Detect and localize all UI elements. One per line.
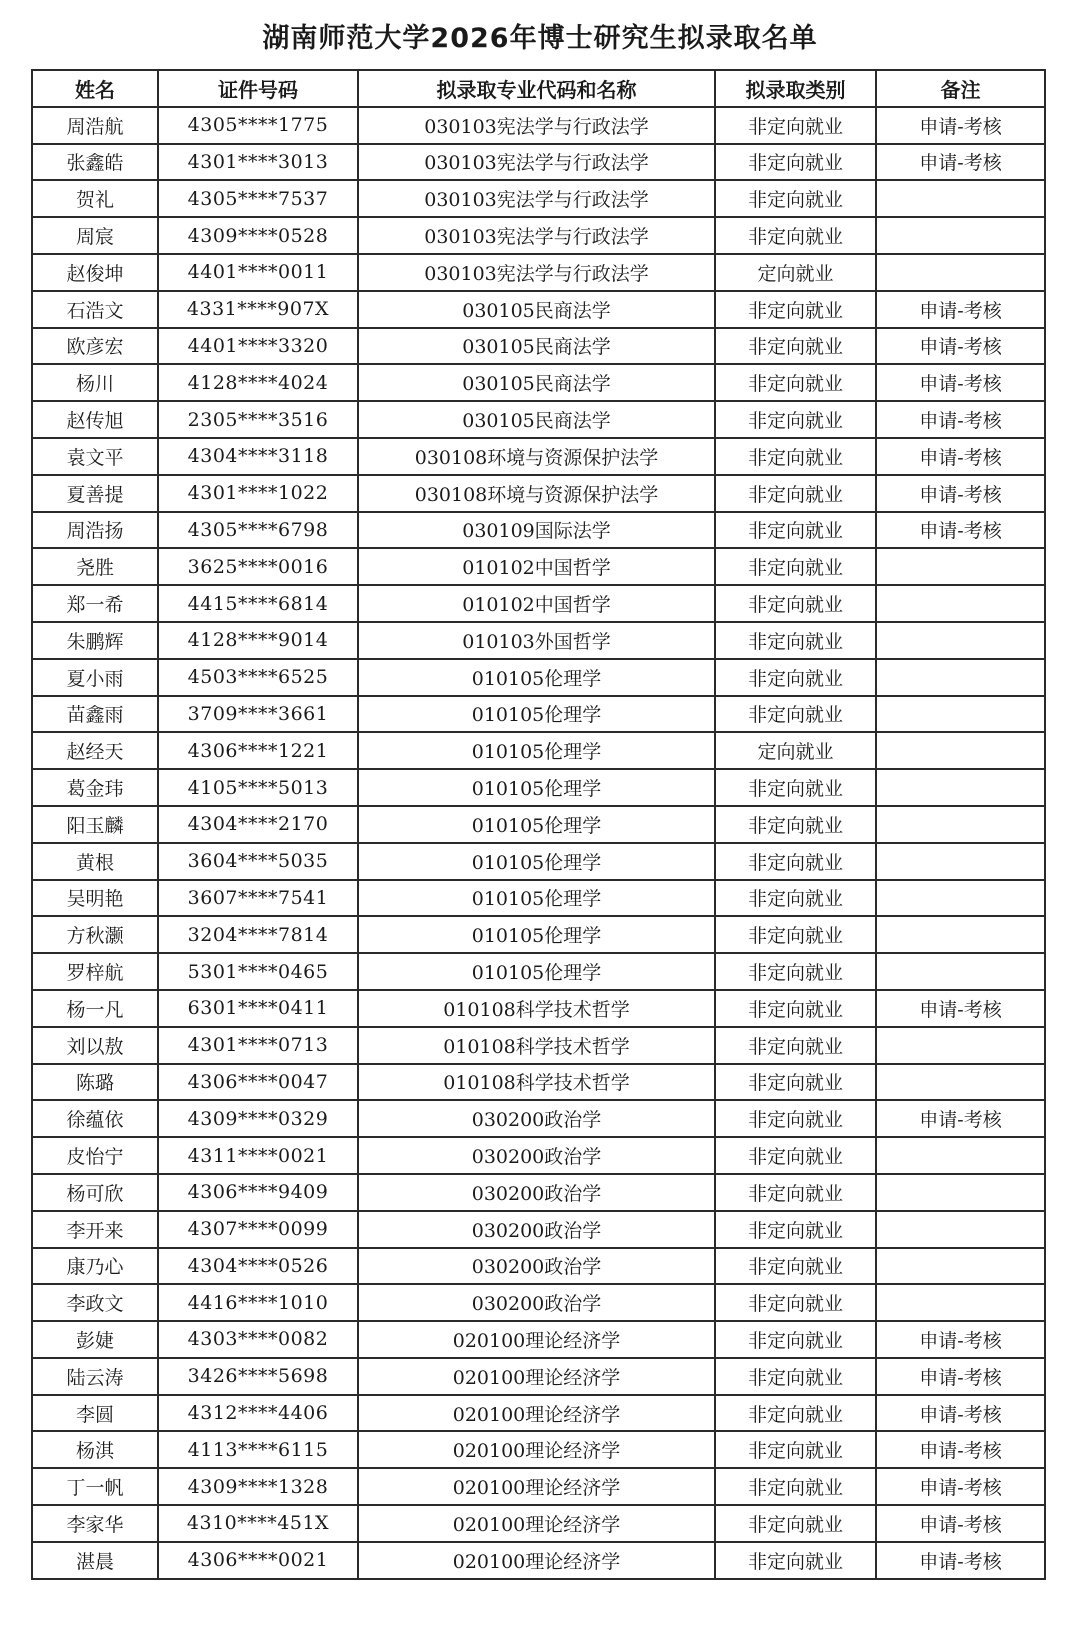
cell-admission-type: 非定向就业 (715, 916, 876, 953)
table-row (32, 291, 1045, 328)
cell-remarks (876, 1027, 1045, 1064)
cell-name: 袁文平 (32, 438, 158, 475)
cell-id-number: 4311****0021 (158, 1137, 358, 1174)
cell-id-number: 4416****1010 (158, 1284, 358, 1321)
cell-name: 周浩扬 (32, 512, 158, 549)
table-row (32, 180, 1045, 217)
cell-admission-type: 非定向就业 (715, 1542, 876, 1579)
cell-admission-type: 非定向就业 (715, 1211, 876, 1248)
cell-admission-type: 非定向就业 (715, 990, 876, 1027)
cell-major: 010105伦理学 (358, 806, 715, 843)
cell-admission-type: 定向就业 (715, 732, 876, 769)
cell-admission-type: 非定向就业 (715, 769, 876, 806)
table-row (32, 622, 1045, 659)
cell-admission-type: 定向就业 (715, 254, 876, 291)
cell-name: 苗鑫雨 (32, 696, 158, 733)
table-row (32, 696, 1045, 733)
cell-major: 010105伦理学 (358, 732, 715, 769)
cell-remarks (876, 548, 1045, 585)
cell-remarks (876, 254, 1045, 291)
cell-name: 黄根 (32, 843, 158, 880)
cell-remarks: 申请-考核 (876, 401, 1045, 438)
table-row (32, 401, 1045, 438)
cell-remarks (876, 769, 1045, 806)
cell-id-number: 4128****4024 (158, 364, 358, 401)
cell-id-number: 4306****0047 (158, 1064, 358, 1101)
header-name: 姓名 (32, 70, 158, 107)
cell-admission-type: 非定向就业 (715, 328, 876, 365)
cell-admission-type: 非定向就业 (715, 1395, 876, 1432)
table-row (32, 512, 1045, 549)
cell-remarks: 申请-考核 (876, 107, 1045, 144)
cell-name: 丁一帆 (32, 1468, 158, 1505)
cell-major: 030200政治学 (358, 1248, 715, 1285)
cell-id-number: 3625****0016 (158, 548, 358, 585)
cell-admission-type: 非定向就业 (715, 1174, 876, 1211)
cell-id-number: 3426****5698 (158, 1358, 358, 1395)
cell-major: 010102中国哲学 (358, 548, 715, 585)
cell-admission-type: 非定向就业 (715, 1431, 876, 1468)
table-row (32, 1100, 1045, 1137)
cell-remarks (876, 1064, 1045, 1101)
table-row (32, 328, 1045, 365)
cell-major: 030105民商法学 (358, 401, 715, 438)
table-row (32, 806, 1045, 843)
cell-major: 030103宪法学与行政法学 (358, 254, 715, 291)
cell-id-number: 4303****0082 (158, 1321, 358, 1358)
cell-major: 020100理论经济学 (358, 1395, 715, 1432)
cell-id-number: 4305****7537 (158, 180, 358, 217)
cell-remarks (876, 843, 1045, 880)
table-row (32, 107, 1045, 144)
table-row (32, 659, 1045, 696)
cell-name: 陆云涛 (32, 1358, 158, 1395)
cell-major: 010108科学技术哲学 (358, 1064, 715, 1101)
header-major: 拟录取专业代码和名称 (358, 70, 715, 107)
table-row (32, 144, 1045, 181)
cell-name: 赵经天 (32, 732, 158, 769)
cell-id-number: 4503****6525 (158, 659, 358, 696)
cell-remarks: 申请-考核 (876, 364, 1045, 401)
cell-id-number: 4301****0713 (158, 1027, 358, 1064)
cell-name: 夏善提 (32, 475, 158, 512)
cell-admission-type: 非定向就业 (715, 217, 876, 254)
cell-name: 徐蕴依 (32, 1100, 158, 1137)
cell-name: 张鑫皓 (32, 144, 158, 181)
cell-admission-type: 非定向就业 (715, 843, 876, 880)
table-row (32, 1468, 1045, 1505)
cell-remarks (876, 1284, 1045, 1321)
table-row (32, 1395, 1045, 1432)
cell-name: 皮怡宁 (32, 1137, 158, 1174)
cell-remarks: 申请-考核 (876, 1468, 1045, 1505)
cell-id-number: 4401****3320 (158, 328, 358, 365)
cell-admission-type: 非定向就业 (715, 622, 876, 659)
cell-major: 020100理论经济学 (358, 1505, 715, 1542)
cell-admission-type: 非定向就业 (715, 438, 876, 475)
cell-name: 贺礼 (32, 180, 158, 217)
cell-name: 李政文 (32, 1284, 158, 1321)
table-row (32, 1505, 1045, 1542)
cell-admission-type: 非定向就业 (715, 953, 876, 990)
table-row (32, 1027, 1045, 1064)
table-row (32, 1358, 1045, 1395)
cell-id-number: 4105****5013 (158, 769, 358, 806)
cell-remarks (876, 180, 1045, 217)
cell-id-number: 4401****0011 (158, 254, 358, 291)
cell-remarks: 申请-考核 (876, 1321, 1045, 1358)
cell-id-number: 4304****3118 (158, 438, 358, 475)
cell-major: 010105伦理学 (358, 696, 715, 733)
cell-id-number: 4305****1775 (158, 107, 358, 144)
cell-major: 030103宪法学与行政法学 (358, 217, 715, 254)
cell-id-number: 6301****0411 (158, 990, 358, 1027)
cell-admission-type: 非定向就业 (715, 696, 876, 733)
cell-id-number: 4301****3013 (158, 144, 358, 181)
table-row (32, 769, 1045, 806)
cell-major: 030105民商法学 (358, 364, 715, 401)
cell-major: 030103宪法学与行政法学 (358, 180, 715, 217)
cell-admission-type: 非定向就业 (715, 107, 876, 144)
cell-name: 李家华 (32, 1505, 158, 1542)
table-row (32, 254, 1045, 291)
cell-major: 010105伦理学 (358, 953, 715, 990)
table-row (32, 548, 1045, 585)
cell-major: 030105民商法学 (358, 328, 715, 365)
cell-admission-type: 非定向就业 (715, 1358, 876, 1395)
table-row (32, 732, 1045, 769)
cell-id-number: 4304****0526 (158, 1248, 358, 1285)
admission-table (31, 69, 1046, 1580)
cell-name: 杨一凡 (32, 990, 158, 1027)
cell-id-number: 3709****3661 (158, 696, 358, 733)
cell-admission-type: 非定向就业 (715, 475, 876, 512)
cell-admission-type: 非定向就业 (715, 1064, 876, 1101)
cell-major: 030105民商法学 (358, 291, 715, 328)
table-row (32, 1248, 1045, 1285)
cell-admission-type: 非定向就业 (715, 585, 876, 622)
cell-major: 010102中国哲学 (358, 585, 715, 622)
cell-admission-type: 非定向就业 (715, 1137, 876, 1174)
table-row (32, 880, 1045, 917)
cell-remarks: 申请-考核 (876, 1100, 1045, 1137)
cell-remarks: 申请-考核 (876, 512, 1045, 549)
cell-admission-type: 非定向就业 (715, 401, 876, 438)
cell-admission-type: 非定向就业 (715, 180, 876, 217)
cell-id-number: 3204****7814 (158, 916, 358, 953)
cell-admission-type: 非定向就业 (715, 1027, 876, 1064)
cell-name: 杨可欣 (32, 1174, 158, 1211)
cell-major: 030103宪法学与行政法学 (358, 144, 715, 181)
cell-id-number: 4301****1022 (158, 475, 358, 512)
cell-major: 010105伦理学 (358, 659, 715, 696)
table-row (32, 990, 1045, 1027)
cell-major: 030200政治学 (358, 1284, 715, 1321)
table-row (32, 953, 1045, 990)
cell-admission-type: 非定向就业 (715, 1284, 876, 1321)
cell-admission-type: 非定向就业 (715, 512, 876, 549)
cell-major: 030200政治学 (358, 1137, 715, 1174)
cell-remarks: 申请-考核 (876, 1505, 1045, 1542)
cell-name: 周浩航 (32, 107, 158, 144)
table-row (32, 475, 1045, 512)
cell-remarks: 申请-考核 (876, 475, 1045, 512)
cell-remarks (876, 732, 1045, 769)
cell-admission-type: 非定向就业 (715, 1468, 876, 1505)
cell-name: 杨淇 (32, 1431, 158, 1468)
cell-remarks (876, 217, 1045, 254)
cell-major: 010105伦理学 (358, 769, 715, 806)
table-header-row (32, 70, 1045, 107)
cell-major: 010105伦理学 (358, 880, 715, 917)
cell-major: 030108环境与资源保护法学 (358, 475, 715, 512)
cell-remarks (876, 1211, 1045, 1248)
cell-remarks (876, 880, 1045, 917)
cell-name: 杨川 (32, 364, 158, 401)
cell-remarks: 申请-考核 (876, 328, 1045, 365)
cell-remarks (876, 1174, 1045, 1211)
cell-major: 030200政治学 (358, 1211, 715, 1248)
cell-id-number: 4415****6814 (158, 585, 358, 622)
cell-major: 020100理论经济学 (358, 1468, 715, 1505)
table-row (32, 916, 1045, 953)
cell-major: 010108科学技术哲学 (358, 1027, 715, 1064)
cell-id-number: 4128****9014 (158, 622, 358, 659)
cell-admission-type: 非定向就业 (715, 1505, 876, 1542)
cell-name: 康乃心 (32, 1248, 158, 1285)
cell-remarks (876, 1248, 1045, 1285)
cell-remarks (876, 1137, 1045, 1174)
table-row (32, 1211, 1045, 1248)
table-row (32, 1321, 1045, 1358)
cell-name: 夏小雨 (32, 659, 158, 696)
cell-id-number: 4309****1328 (158, 1468, 358, 1505)
cell-major: 010108科学技术哲学 (358, 990, 715, 1027)
cell-admission-type: 非定向就业 (715, 144, 876, 181)
cell-id-number: 4331****907X (158, 291, 358, 328)
cell-name: 彭婕 (32, 1321, 158, 1358)
cell-major: 030108环境与资源保护法学 (358, 438, 715, 475)
cell-remarks: 申请-考核 (876, 1542, 1045, 1579)
cell-remarks (876, 806, 1045, 843)
cell-name: 尧胜 (32, 548, 158, 585)
cell-admission-type: 非定向就业 (715, 659, 876, 696)
cell-name: 阳玉麟 (32, 806, 158, 843)
cell-id-number: 2305****3516 (158, 401, 358, 438)
cell-major: 020100理论经济学 (358, 1431, 715, 1468)
cell-name: 李圆 (32, 1395, 158, 1432)
cell-remarks: 申请-考核 (876, 1358, 1045, 1395)
cell-id-number: 4312****4406 (158, 1395, 358, 1432)
cell-id-number: 4306****9409 (158, 1174, 358, 1211)
table-row (32, 217, 1045, 254)
cell-id-number: 5301****0465 (158, 953, 358, 990)
cell-remarks (876, 585, 1045, 622)
cell-admission-type: 非定向就业 (715, 1100, 876, 1137)
cell-major: 010105伦理学 (358, 916, 715, 953)
cell-admission-type: 非定向就业 (715, 548, 876, 585)
cell-remarks (876, 622, 1045, 659)
cell-major: 020100理论经济学 (358, 1321, 715, 1358)
cell-name: 葛金玮 (32, 769, 158, 806)
header-id-number: 证件号码 (158, 70, 358, 107)
cell-id-number: 4307****0099 (158, 1211, 358, 1248)
cell-admission-type: 非定向就业 (715, 806, 876, 843)
cell-major: 020100理论经济学 (358, 1358, 715, 1395)
cell-major: 030103宪法学与行政法学 (358, 107, 715, 144)
cell-remarks: 申请-考核 (876, 1395, 1045, 1432)
cell-name: 刘以敖 (32, 1027, 158, 1064)
table-row (32, 843, 1045, 880)
cell-name: 郑一希 (32, 585, 158, 622)
cell-name: 湛晨 (32, 1542, 158, 1579)
cell-name: 罗梓航 (32, 953, 158, 990)
table-row (32, 1542, 1045, 1579)
cell-remarks: 申请-考核 (876, 990, 1045, 1027)
page-title: 湖南师范大学2026年博士研究生拟录取名单 (262, 23, 818, 54)
cell-remarks (876, 696, 1045, 733)
cell-major: 030109国际法学 (358, 512, 715, 549)
cell-remarks: 申请-考核 (876, 438, 1045, 475)
cell-major: 010103外国哲学 (358, 622, 715, 659)
cell-id-number: 3607****7541 (158, 880, 358, 917)
cell-id-number: 4306****1221 (158, 732, 358, 769)
cell-name: 陈璐 (32, 1064, 158, 1101)
header-remarks: 备注 (876, 70, 1045, 107)
cell-major: 020100理论经济学 (358, 1542, 715, 1579)
cell-name: 赵俊坤 (32, 254, 158, 291)
cell-name: 石浩文 (32, 291, 158, 328)
cell-id-number: 4306****0021 (158, 1542, 358, 1579)
cell-remarks (876, 953, 1045, 990)
table-row (32, 1284, 1045, 1321)
cell-id-number: 4305****6798 (158, 512, 358, 549)
table-row (32, 1174, 1045, 1211)
cell-name: 朱鹏辉 (32, 622, 158, 659)
cell-major: 010105伦理学 (358, 843, 715, 880)
cell-admission-type: 非定向就业 (715, 291, 876, 328)
cell-name: 赵传旭 (32, 401, 158, 438)
cell-id-number: 4113****6115 (158, 1431, 358, 1468)
table-row (32, 364, 1045, 401)
cell-id-number: 4309****0329 (158, 1100, 358, 1137)
table-row (32, 585, 1045, 622)
cell-remarks: 申请-考核 (876, 291, 1045, 328)
cell-admission-type: 非定向就业 (715, 1321, 876, 1358)
cell-id-number: 4310****451X (158, 1505, 358, 1542)
cell-admission-type: 非定向就业 (715, 1248, 876, 1285)
cell-id-number: 3604****5035 (158, 843, 358, 880)
cell-id-number: 4309****0528 (158, 217, 358, 254)
cell-name: 欧彦宏 (32, 328, 158, 365)
cell-remarks: 申请-考核 (876, 144, 1045, 181)
table-row (32, 1064, 1045, 1101)
cell-admission-type: 非定向就业 (715, 364, 876, 401)
header-admission-type: 拟录取类别 (715, 70, 876, 107)
table-row (32, 438, 1045, 475)
cell-remarks (876, 659, 1045, 696)
cell-remarks: 申请-考核 (876, 1431, 1045, 1468)
table-row (32, 1137, 1045, 1174)
table-row (32, 1431, 1045, 1468)
cell-name: 周宸 (32, 217, 158, 254)
cell-remarks (876, 916, 1045, 953)
cell-id-number: 4304****2170 (158, 806, 358, 843)
table-body (32, 107, 1045, 1579)
cell-name: 方秋灏 (32, 916, 158, 953)
cell-major: 030200政治学 (358, 1174, 715, 1211)
cell-major: 030200政治学 (358, 1100, 715, 1137)
cell-name: 吴明艳 (32, 880, 158, 917)
cell-admission-type: 非定向就业 (715, 880, 876, 917)
cell-name: 李开来 (32, 1211, 158, 1248)
